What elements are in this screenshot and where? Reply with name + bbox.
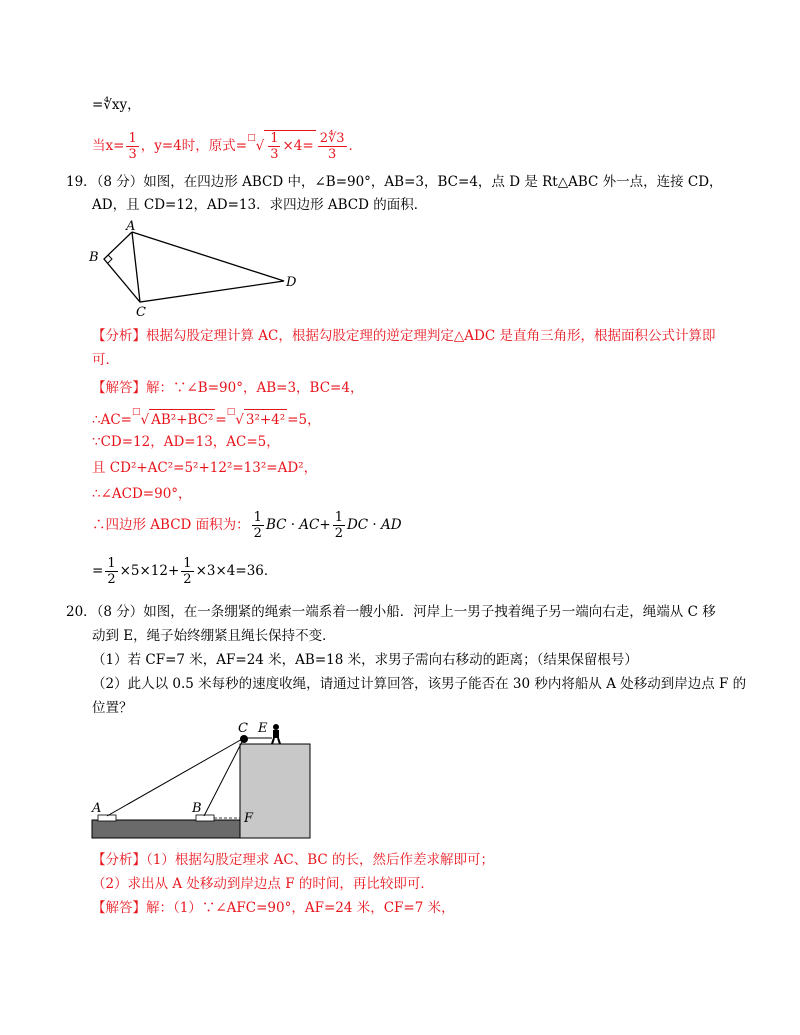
fraction (252, 510, 264, 541)
formula-text: =∜xy， (92, 97, 141, 113)
formula-part: = (215, 412, 227, 428)
q20-part-2b: 位置？ (92, 700, 133, 716)
fraction (333, 510, 345, 541)
formula-part: DC · AD (346, 517, 402, 533)
formula-part: ∴AC= (92, 412, 132, 428)
q19-answer-5: ∴∠ACD=90°， (92, 486, 192, 502)
frac-num: 1 (253, 510, 262, 525)
q19-answer-3: ∵CD=12，AD=13，AC=5， (92, 434, 280, 450)
q19-answer-2: ∴AC=□√ AB²+BC² =□√ 3²+4² =5， (92, 407, 321, 428)
q20-stem-2: 动到 E，绳子始终绷紧且绳长保持不变． (92, 628, 336, 644)
q19-stem-1: 19．（8 分）如图，在四边形 ABCD 中，∠B=90°，AB=3，BC=4，点 D 是 Rt△ABC 外一点，连接 CD， (66, 174, 723, 190)
radicand (264, 130, 316, 162)
fraction (181, 556, 193, 587)
label-b: B (192, 801, 202, 816)
fraction (105, 556, 117, 587)
formula-part: ×5×12+ (119, 563, 180, 579)
root-index: □ (247, 133, 256, 143)
q20-figure (86, 716, 321, 844)
root-index: □ (226, 407, 236, 417)
formula-part: ×4= (282, 138, 314, 154)
formula-part: BC · AC+ (265, 517, 331, 533)
frac-den: 3 (270, 147, 279, 162)
diagonal-ac (132, 232, 140, 302)
q19-figure (84, 216, 304, 316)
q19-answer-6 (92, 510, 402, 541)
q20-answer-1: 【解答】解：（1）∵∠AFC=90°，AF=24 米，CF=7 米， (92, 900, 455, 916)
frac-num: 1 (183, 556, 192, 571)
frac-den: 3 (327, 147, 337, 162)
frac-den: 3 (128, 147, 137, 162)
right-angle-mark (108, 255, 112, 263)
frac-num: 1 (270, 131, 279, 146)
fraction (268, 131, 280, 162)
q19-answer-7 (92, 556, 277, 587)
label-e: E (258, 721, 268, 736)
formula-part: = (92, 563, 104, 579)
formula-part: ，y=4时，原式= (140, 138, 248, 154)
quadrilateral-edges (104, 232, 284, 302)
formula-part: =5， (287, 412, 321, 428)
frac-num: 1 (107, 556, 116, 571)
frac-num: 1 (334, 510, 343, 525)
formula-part: ． (348, 138, 363, 154)
fraction (318, 131, 347, 162)
frac-num: 2∜3 (319, 131, 345, 146)
q19-answer-4: 且 CD²+AC²=5²+12²=13²=AD²， (92, 460, 318, 476)
label-d: D (286, 275, 297, 290)
q19-answer-1: 【解答】解：∵∠B=90°，AB=3，BC=4， (92, 380, 364, 396)
man-icon (272, 724, 280, 744)
q20-analysis-2: （2）求出从 A 处移动到岸边点 F 的时间，再比较即可． (92, 876, 434, 892)
label-c: C (238, 721, 248, 736)
label-c: C (136, 305, 146, 316)
formula-part: ∴四边形 ABCD 面积为： (92, 517, 250, 533)
radicand: AB²+BC² (149, 409, 215, 430)
label-a: A (92, 801, 102, 816)
water-strip (92, 820, 240, 838)
formula-line-2: 当x= $\frac{1}{3}$ ，y=4时，原式=□√ $\frac{1}{3}$ ×4= $\frac{2∜3}{3}$ ． (92, 131, 363, 162)
formula-part: 当x= (92, 138, 125, 154)
q19-analysis-1: 【分析】根据勾股定理计算 AC，根据勾股定理的逆定理判定△ADC 是直角三角形，根据面积公式计算即 (92, 328, 716, 344)
q19-stem-2: AD，且 CD=12，AD=13．求四边形 ABCD 的面积． (92, 197, 428, 213)
q20-analysis-1: 【分析】（1）根据勾股定理求 AC、BC 的长，然后作差求解即可； (92, 852, 494, 868)
q20-part-1: （1）若 CF=7 米，AF=24 米，AB=18 米，求男子需向右移动的距离；（结果保留根号） (92, 652, 638, 668)
root-index: □ (131, 407, 141, 417)
frac-den: 2 (334, 526, 343, 541)
label-a: A (126, 219, 136, 234)
label-f: F (244, 811, 254, 826)
q20-part-2a: （2）此人以 0.5 米每秒的速度收绳，请通过计算回答，该男子能否在 30 秒内将船从 A 处移动到岸边点 F 的 (92, 676, 747, 692)
frac-den: 2 (183, 572, 192, 587)
frac-num: 1 (128, 131, 137, 146)
formula-part: ×3×4=36． (195, 563, 278, 579)
pulley-icon (240, 735, 248, 743)
q20-stem-1: 20．（8 分）如图，在一条绷紧的绳索一端系着一艘小船．河岸上一男子拽着绳子另一端向右走，绳端从 C 移 (66, 604, 716, 620)
q19-analysis-2: 可． (92, 352, 119, 368)
fraction (126, 131, 138, 162)
formula-line-1 (92, 95, 141, 115)
radicand: 3²+4² (244, 409, 287, 430)
frac-den: 2 (107, 572, 116, 587)
label-b: B (89, 250, 99, 265)
frac-den: 2 (253, 526, 262, 541)
